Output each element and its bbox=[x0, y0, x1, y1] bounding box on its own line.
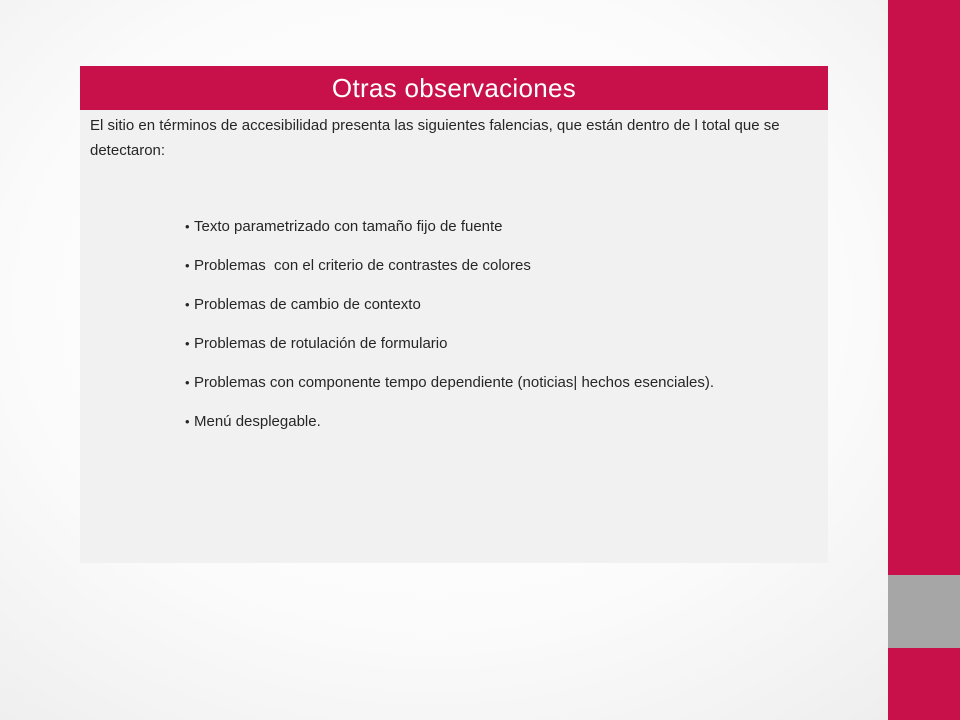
list-item bbox=[185, 374, 714, 413]
list-item bbox=[185, 413, 714, 452]
list-item bbox=[185, 257, 714, 296]
list-item-text: Texto parametrizado con tamaño fijo de fuente bbox=[194, 218, 503, 235]
bullet-icon: • bbox=[185, 414, 190, 429]
intro-text: El sitio en términos de accesibilidad presenta las siguientes falencias, que están dentro de l total que se detectaron: bbox=[90, 117, 780, 159]
list-item-text: Problemas con componente tempo dependiente (noticias| hechos esenciales). bbox=[194, 374, 715, 391]
content-panel bbox=[80, 66, 828, 563]
slide-title: Otras observaciones bbox=[80, 66, 828, 110]
bullet-icon: • bbox=[185, 219, 190, 234]
side-accent-bar-top bbox=[888, 0, 960, 575]
side-gray-bar bbox=[888, 575, 960, 648]
list-item bbox=[185, 218, 714, 257]
bullet-icon: • bbox=[185, 297, 190, 312]
list-item bbox=[185, 296, 714, 335]
list-item-text: Problemas con el criterio de contrastes de colores bbox=[194, 257, 531, 274]
bullet-list bbox=[185, 218, 714, 452]
bullet-icon: • bbox=[185, 258, 190, 273]
bullet-icon: • bbox=[185, 336, 190, 351]
list-item bbox=[185, 335, 714, 374]
list-item-text: Menú desplegable. bbox=[194, 413, 321, 430]
side-accent-bar-bottom bbox=[888, 648, 960, 720]
list-item-text: Problemas de rotulación de formulario bbox=[194, 335, 448, 352]
bullet-icon: • bbox=[185, 375, 190, 390]
list-item-text: Problemas de cambio de contexto bbox=[194, 296, 421, 313]
